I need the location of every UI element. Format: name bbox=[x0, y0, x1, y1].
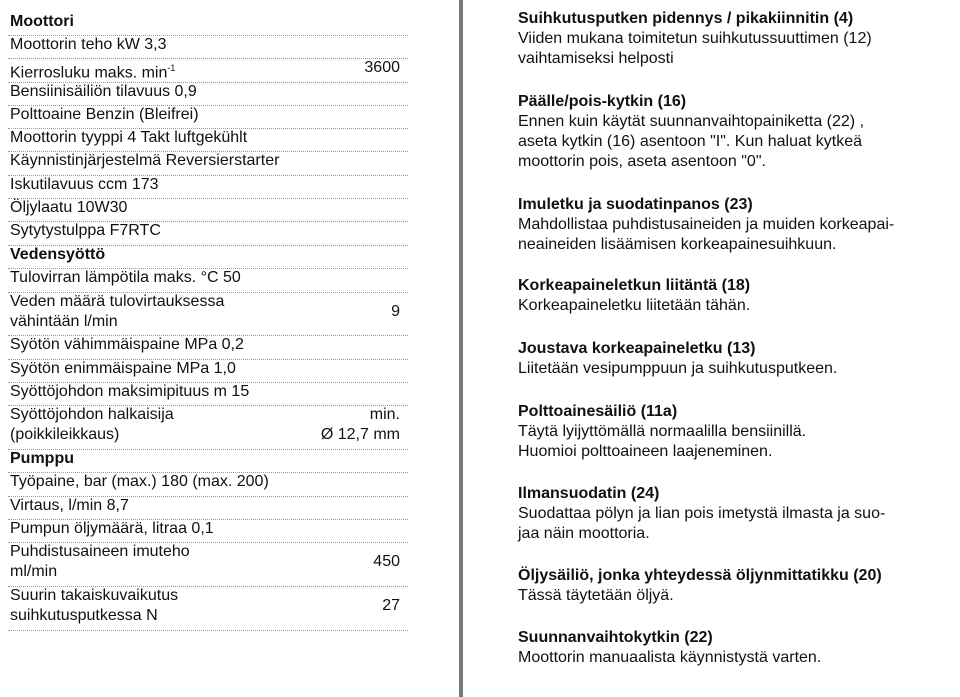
description-section bbox=[518, 92, 938, 172]
section-body: Suodattaa pölyn ja lian pois imetystä ilmasta ja suo- jaa näin moottoria. bbox=[518, 505, 886, 542]
spec-row bbox=[8, 586, 408, 631]
section-title: Öljysäiliö, jonka yhteydessä öljynmittatikku (20) bbox=[518, 567, 882, 584]
description-section bbox=[518, 628, 938, 668]
section-header-vedensyotto bbox=[8, 245, 408, 269]
spec-row bbox=[8, 105, 408, 129]
row-value: 450 bbox=[373, 553, 400, 570]
section-body: Moottorin manuaalista käynnistystä varten. bbox=[518, 649, 822, 666]
section-header-moottori bbox=[8, 12, 408, 36]
description-section bbox=[518, 9, 938, 69]
page-divider bbox=[459, 0, 463, 697]
spec-row bbox=[8, 198, 408, 222]
row-label: Sytytystulppa F7RTC bbox=[10, 222, 161, 239]
row-label: Pumppu bbox=[10, 450, 74, 467]
section-body: Tässä täytetään öljyä. bbox=[518, 587, 674, 604]
row-label: Polttoaine Benzin (Bleifrei) bbox=[10, 106, 199, 123]
row-value: 9 bbox=[391, 303, 400, 320]
section-title: Suihkutusputken pidennys / pikakiinnitin (4) bbox=[518, 10, 854, 27]
row-label: Suurin takaiskuvaikutus suihkutusputkessa N bbox=[10, 587, 179, 624]
section-title: Korkeapaineletkun liitäntä (18) bbox=[518, 277, 751, 294]
spec-row bbox=[8, 35, 408, 59]
row-value: min. Ø 12,7 mm bbox=[320, 406, 400, 443]
spec-row bbox=[8, 335, 408, 360]
row-label: Syöttöjohdon halkaisija (poikkileikkaus) bbox=[10, 406, 174, 443]
row-label: Iskutilavuus ccm 173 bbox=[10, 176, 159, 193]
row-label: Veden määrä tulovirtauksessa vähintään l/min bbox=[10, 293, 225, 330]
row-label: Syötön enimmäispaine MPa 1,0 bbox=[10, 360, 236, 377]
spec-row bbox=[8, 519, 408, 543]
section-title: Suunnanvaihtokytkin (22) bbox=[518, 629, 713, 646]
description-section bbox=[518, 276, 938, 316]
spec-row bbox=[8, 496, 408, 520]
section-body: Korkeapaineletku liitetään tähän. bbox=[518, 297, 751, 314]
section-body: Mahdollistaa puhdistusaineiden ja muiden korkeapai- neaineiden lisäämisen korkeapainesuihkuun. bbox=[518, 216, 895, 253]
spec-row bbox=[8, 472, 408, 497]
spec-row bbox=[8, 151, 408, 176]
row-label: Virtaus, l/min 8,7 bbox=[10, 497, 129, 514]
row-label: Bensiinisäiliön tilavuus 0,9 bbox=[10, 83, 197, 100]
spec-row bbox=[8, 175, 408, 199]
section-body: Viiden mukana toimitetun suihkutussuuttimen (12) vaihtamiseksi helposti bbox=[518, 30, 872, 67]
description-section bbox=[518, 339, 938, 379]
description-section bbox=[518, 402, 938, 462]
spec-row bbox=[8, 268, 408, 293]
description-section bbox=[518, 566, 938, 606]
section-header-pumppu bbox=[8, 449, 408, 473]
section-body: Liitetään vesipumppuun ja suihkutusputkeen. bbox=[518, 360, 838, 377]
row-value: 27 bbox=[382, 597, 400, 614]
row-label: Moottorin tyyppi 4 Takt luftgekühlt bbox=[10, 129, 248, 146]
spec-row bbox=[8, 292, 408, 336]
row-value: 3600 bbox=[364, 59, 400, 76]
row-label: Käynnistinjärjestelmä Reversierstarter bbox=[10, 152, 280, 169]
section-body: Täytä lyijyttömällä normaalilla bensiinillä. Huomioi polttoaineen laajeneminen. bbox=[518, 423, 807, 460]
spec-row bbox=[8, 359, 408, 383]
section-title: Päälle/pois-kytkin (16) bbox=[518, 93, 687, 110]
row-label: Kierrosluku maks. $\min^{-1}$ bbox=[10, 63, 176, 82]
spec-row bbox=[8, 58, 408, 83]
spec-row bbox=[8, 128, 408, 152]
section-title: Ilmansuodatin (24) bbox=[518, 485, 660, 502]
specifications-table bbox=[0, 0, 412, 697]
spec-row bbox=[8, 221, 408, 246]
spec-row bbox=[8, 542, 408, 587]
spec-row bbox=[8, 82, 408, 106]
section-title: Imuletku ja suodatinpanos (23) bbox=[518, 196, 753, 213]
row-label: Pumpun öljymäärä, litraa 0,1 bbox=[10, 520, 214, 537]
row-label: Puhdistusaineen imuteho ml/min bbox=[10, 543, 190, 580]
section-title: Joustava korkeapaineletku (13) bbox=[518, 340, 756, 357]
row-label: Moottori bbox=[10, 13, 74, 30]
row-label: Syötön vähimmäispaine MPa 0,2 bbox=[10, 336, 244, 353]
row-label: Työpaine, bar (max.) 180 (max. 200) bbox=[10, 473, 269, 490]
row-label: Vedensyöttö bbox=[10, 246, 106, 263]
spec-row bbox=[8, 382, 408, 406]
row-label: Öljylaatu 10W30 bbox=[10, 199, 128, 216]
row-label: Syöttöjohdon maksimipituus m 15 bbox=[10, 383, 250, 400]
spec-row bbox=[8, 405, 408, 450]
row-label: Tulovirran lämpötila maks. °C 50 bbox=[10, 269, 241, 286]
component-descriptions bbox=[518, 0, 938, 697]
row-label: Moottorin teho kW 3,3 bbox=[10, 36, 167, 53]
section-title: Polttoainesäiliö (11a) bbox=[518, 403, 678, 420]
section-body: Ennen kuin käytät suunnanvaihtopainiketta (22) , aseta kytkin (16) asentoon "I". Kun haluat kytkeä moottorin pois, aseta asentoon "0". bbox=[518, 113, 865, 170]
description-section bbox=[518, 195, 938, 255]
description-section bbox=[518, 484, 938, 544]
